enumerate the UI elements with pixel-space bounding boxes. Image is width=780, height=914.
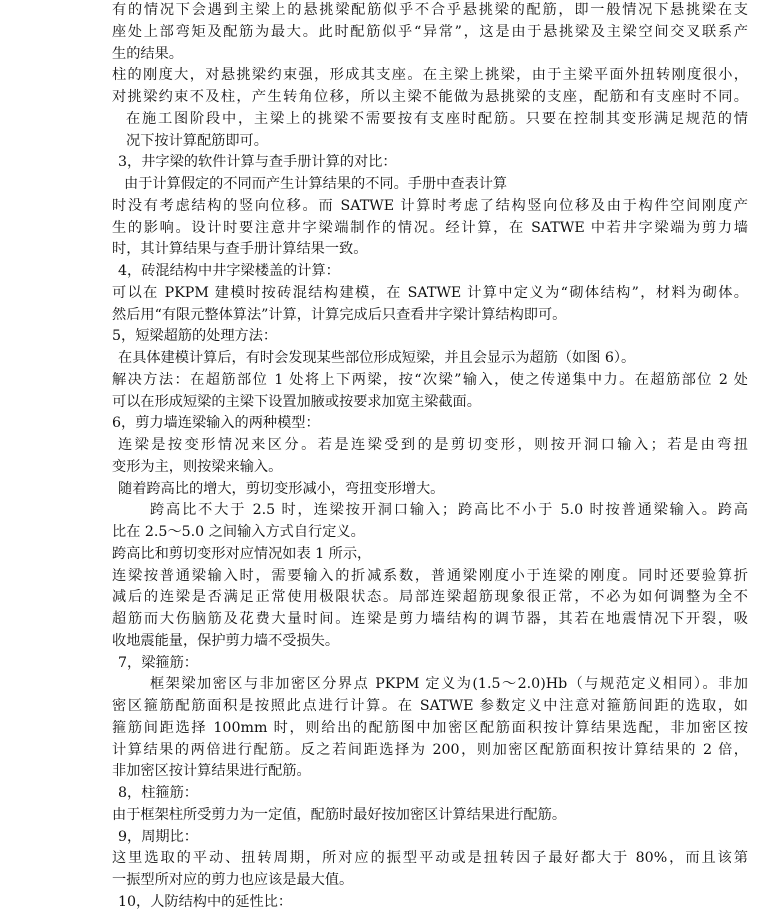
- text-line: 随着跨高比的增大，剪切变形减小，弯扭变形增大。: [118, 480, 445, 497]
- text-line: 座处上部弯矩及配筋为最大。此时配筋似乎“异常”，这是由于悬挑梁及主梁空间交叉联系产: [112, 23, 748, 40]
- text-line: 收地震能量，保护剪力墙不受损失。: [112, 632, 340, 649]
- text-line: 超筋而大伤脑筋及花费大量时间。连梁是剪力墙结构的调节器，其若在地震情况下开裂，吸: [112, 611, 748, 627]
- text-line: 变形为主，则按梁来输入。: [112, 458, 283, 475]
- text-line: 在具体建模计算后，有时会发现某些部位形成短梁，并且会显示为超筋（如图 6）。: [118, 350, 636, 366]
- text-line: 有的情况下会遇到主梁上的悬挑梁配筋似乎不合乎悬挑梁的配筋，即一般情况下悬挑梁在支: [112, 2, 748, 18]
- text-line: 连梁是按变形情况来区分。若是连梁受到的是剪切变形，则按开洞口输入；若是由弯扭: [118, 437, 748, 453]
- text-line: 减后的连梁是否满足正常使用极限状态。局部连梁超筋现象很正常，不必为如何调整为全不: [112, 589, 748, 606]
- section-heading: 3，井字梁的软件计算与查手册计算的对比：: [118, 154, 397, 171]
- text-line: 跨高比和剪切变形对应情况如表 1 所示，: [112, 545, 372, 562]
- text-line: 密区箍筋配筋面积是按照此点进行计算。在 SATWE 参数定义中注意对箍筋间距的选取，如: [112, 698, 748, 714]
- text-line: 框架梁加密区与非加密区分界点 PKPM 定义为(1.5～2.0)Hb（与规范定义相同）。非加: [150, 676, 748, 693]
- section-heading: 10，人防结构中的延性比：: [118, 893, 293, 910]
- text-line: 对挑梁约束不及柱，产生转角位移，所以主梁不能做为悬挑梁的支座，配筋和有支座时不同。: [112, 89, 748, 105]
- text-line: 跨高比不大于 2.5 时，连梁按开洞口输入；跨高比不小于 5.0 时按普通梁输入。跨高: [150, 502, 748, 519]
- text-line: 可以在 PKPM 建模时按砖混结构建模，在 SATWE 计算中定义为“砌体结构”，材料为砌体。: [112, 284, 748, 301]
- section-heading: 5，短梁超筋的处理方法：: [112, 328, 278, 345]
- text-line: 一振型所对应的剪力也应该是最大值。: [112, 872, 354, 888]
- text-line: 时没有考虑结构的竖向位移。而 SATWE 计算时考虑了结构竖向位移及由于构件空间刚度产: [112, 197, 748, 214]
- section-heading: 8，柱箍筋：: [118, 785, 198, 801]
- text-line: 比在 2.5～5.0 之间输入方式自行定义。: [112, 524, 365, 540]
- text-line: 计算结果的两倍进行配筋。反之若间距选择为 200，则加密区配筋面积按计算结果的 2 倍，: [112, 741, 748, 758]
- text-line: 非加密区按计算结果进行配筋。: [112, 763, 311, 780]
- text-line: 连梁按普通梁输入时，需要输入的折减系数，普通梁刚度小于连梁的刚度。同时还要验算折: [112, 567, 748, 584]
- text-line: 然后用“有限元整体算法”计算，计算完成后只查看井字梁计算结构即可。: [112, 306, 567, 323]
- text-line: 在施工图阶段中，主梁上的挑梁不需要按有支座时配筋。只要在控制其变形满足规范的情: [126, 110, 748, 127]
- text-line: 由于计算假定的不同而产生计算结果的不同。手册中查表计算: [124, 176, 508, 192]
- text-line: 箍筋间距选择 100mm 时，则给出的配筋图中加密区配筋面积按计算结果选配，非加密区按: [112, 719, 748, 736]
- text-line: 生的影响。设计时要注意井字梁端制作的情况。经计算，在 SATWE 中若井字梁端为剪力墙: [112, 219, 748, 236]
- text-line: 解决方法：在超筋部位 1 处将上下两梁，按“次梁”输入，使之传递集中力。在超筋部位 2 处: [112, 371, 748, 388]
- text-line: 这里选取的平动、扭转周期，所对应的振型平动或是扭转因子最好都大于 80%，而且该第: [112, 850, 748, 867]
- text-line: 柱的刚度大，对悬挑梁约束强，形成其支座。在主梁上挑梁，由于主梁平面外扭转刚度很小，: [112, 67, 748, 84]
- section-heading: 9，周期比：: [118, 828, 198, 845]
- text-line: 生的结果。: [112, 45, 183, 62]
- section-heading: 4，砖混结构中井字梁楼盖的计算：: [118, 263, 340, 279]
- section-heading: 6，剪力墙连梁输入的两种模型：: [112, 415, 320, 432]
- text-line: 时，其计算结果与查手册计算结果一致。: [112, 241, 368, 258]
- text-line: 由于框架柱所受剪力为一定值，配筋时最好按加密区计算结果进行配筋。: [112, 806, 567, 823]
- section-heading: 7，梁箍筋：: [118, 654, 198, 671]
- text-line: 况下按计算配筋即可。: [126, 132, 268, 149]
- text-line: 可以在形成短梁的主梁下设置加腋或按要求加宽主梁截面。: [112, 393, 481, 410]
